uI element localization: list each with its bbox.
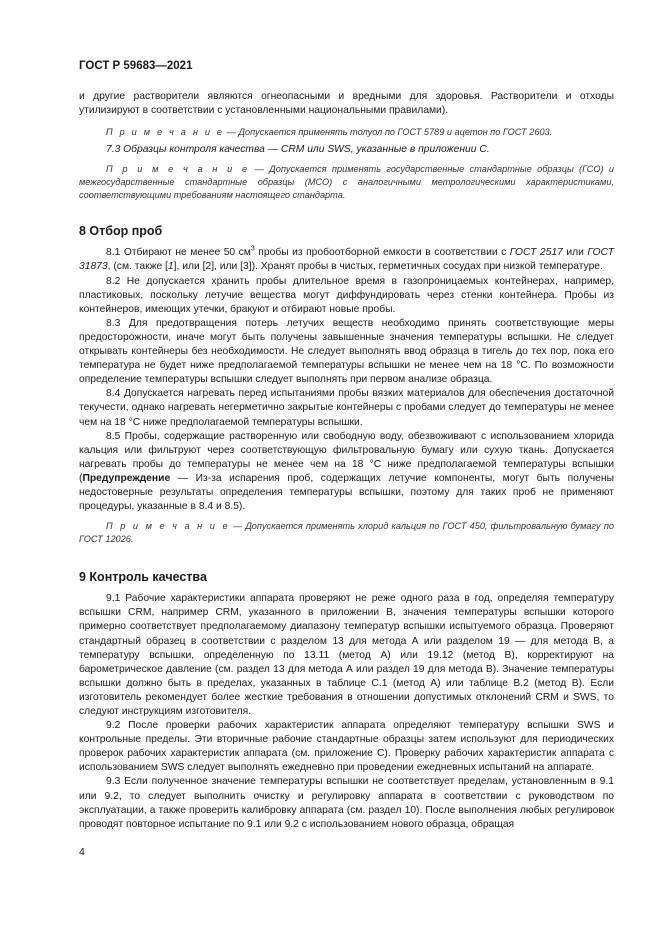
paragraph-8-1: 8.1 Отбирают не менее 50 $см^3$ пробы из пробоотборной емкости в соответствии с ГОСТ 2517 или ГОСТ 31873, (см. также [1], или [2], или [3]). Хранят пробы в чистых, герметичных сосудах при низкой температуре.	[79, 245, 615, 273]
paragraph-8-3: 8.3 Для предотвращения потерь летучих веществ необходимо принять соответствующие меры предосторожности, иначе могут быть получены завышенные значения температуры вспышки. Не следует открывать контейнеры без необходимости. Не следует выполнять ввод образца в тигель до тех пор, пока его температура не будет ниже предполагаемой температуры вспышки не менее чем на 18 °С. По возможности определение температуры вспышки следует выполнять при первом анализе образца.	[79, 317, 614, 386]
paragraph-7-3: 7.3 Образцы контроля качества — CRM или SWS, указанные в приложении С.	[106, 144, 490, 156]
paragraph-9-3: 9.3 Если полученное значение температуры вспышки не соответствует пределам, установленным в 9.1 или 9.2, то следует выполнить очистку и регулировку аппарата в соответствии с руководством по эксплуатации, а также проверить калибровку аппарата (см. раздел 10). После выполнения любых регулировок проводят повторное испытание по 9.1 или 9.2 с использованием нового образца, обращая	[79, 776, 614, 830]
note-7-3: П р и м е ч а н и е — Допускается применять государственные стандартные образцы (ГСО) и межгосударственные стандартные образцы (МСО) с аналогичными метрологическими характеристиками, соответствующими требованиям настоящего стандарта.	[79, 164, 614, 201]
paragraph-9-1: 9.1 Рабочие характеристики аппарата проверяют не реже одного раза в год, определяя температуру вспышки CRM, например CRM, указанного в приложении В, значения температуры вспышки которого примерно соответствует предполагаемому диапазону температур вспышки испытуемого образца. Проверяют стандартный образец в соответствии с разделом 13 для метода А или разделом 19 — для метода В, а температуру вспышки, определенную по 13.11 (метод А) или 19.12 (метод В), корректируют на барометрическое давление (см. раздел 13 для метода А или раздел 19 для метода В). Значение температуры вспышки должно быть в пределах, указанных в таблице С.1 (метод А) или таблице В.2 (метод В). Если изготовитель рекомендует более жесткие требования в отношении допустимых отклонений CRM и SWS, то следуют инструкциям изготовителя.	[79, 593, 614, 717]
page-number: 4	[79, 846, 85, 858]
section-9-title: 9 Контроль качества	[79, 570, 207, 585]
paragraph-8-4: 8.4 Допускается нагревать перед испытаниями пробы вязких материалов для обеспечения достаточной текучести, однако нагревать негерметично закрытые контейнеры с пробами следует до температуры не менее чем на 18 °С ниже предполагаемой температуры вспышки.	[79, 388, 614, 428]
intro-continuation: и другие растворители являются огнеопасными и вредными для здоровья. Растворители и отходы утилизируют в соответствии с установленными национальными правилами).	[79, 91, 614, 117]
section-8-title: 8 Отбор проб	[79, 224, 163, 239]
document-header: ГОСТ Р 59683—2021	[79, 60, 193, 72]
paragraph-8-2: 8.2 Не допускается хранить пробы длительное время в газопроницаемых контейнерах, например, пластиковых, поскольку летучие вещества могут диффундировать через стенки контейнера. Пробы из контейнеров, имеющих утечки, бракуют и отбирают новые пробы.	[79, 275, 614, 315]
document-body	[79, 90, 614, 832]
note-7-2: П р и м е ч а н и е — Допускается применять толуол по ГОСТ 5789 и ацетон по ГОСТ 2603.	[106, 127, 553, 138]
note-8-5: П р и м е ч а н и е — Допускается применять хлорид кальция по ГОСТ 450, фильтровальную бумагу по ГОСТ 12026.	[79, 521, 614, 545]
paragraph-9-2: 9.2 После проверки рабочих характеристик аппарата определяют температуру вспышки SWS и контрольные пределы. Эти вторичные рабочие стандартные образцы затем используют для периодических проверок рабочих характеристик аппарата (см. приложение С). Проверку рабочих характеристик аппарата с использованием SWS следует выполнять ежедневно при проведении ежедневных испытаний на аппарате.	[79, 720, 614, 774]
paragraph-8-5: 8.5 Пробы, содержащие растворенную или свободную воду, обезвоживают с использованием хлорида кальция или фильтруют через соответствующую фильтровальную бумагу или сухую ткань. Допускается нагревать пробы до температуры не менее чем на 18 °С ниже предполагаемой температуры вспышки (Предупреждение — Из-за испарения проб, содержащих летучие компоненты, могут быть получены недостоверные результаты определения температуры вспышки, поэтому для таких проб не применяют процедуры, указанные в 8.4 и 8.5).	[79, 430, 614, 513]
